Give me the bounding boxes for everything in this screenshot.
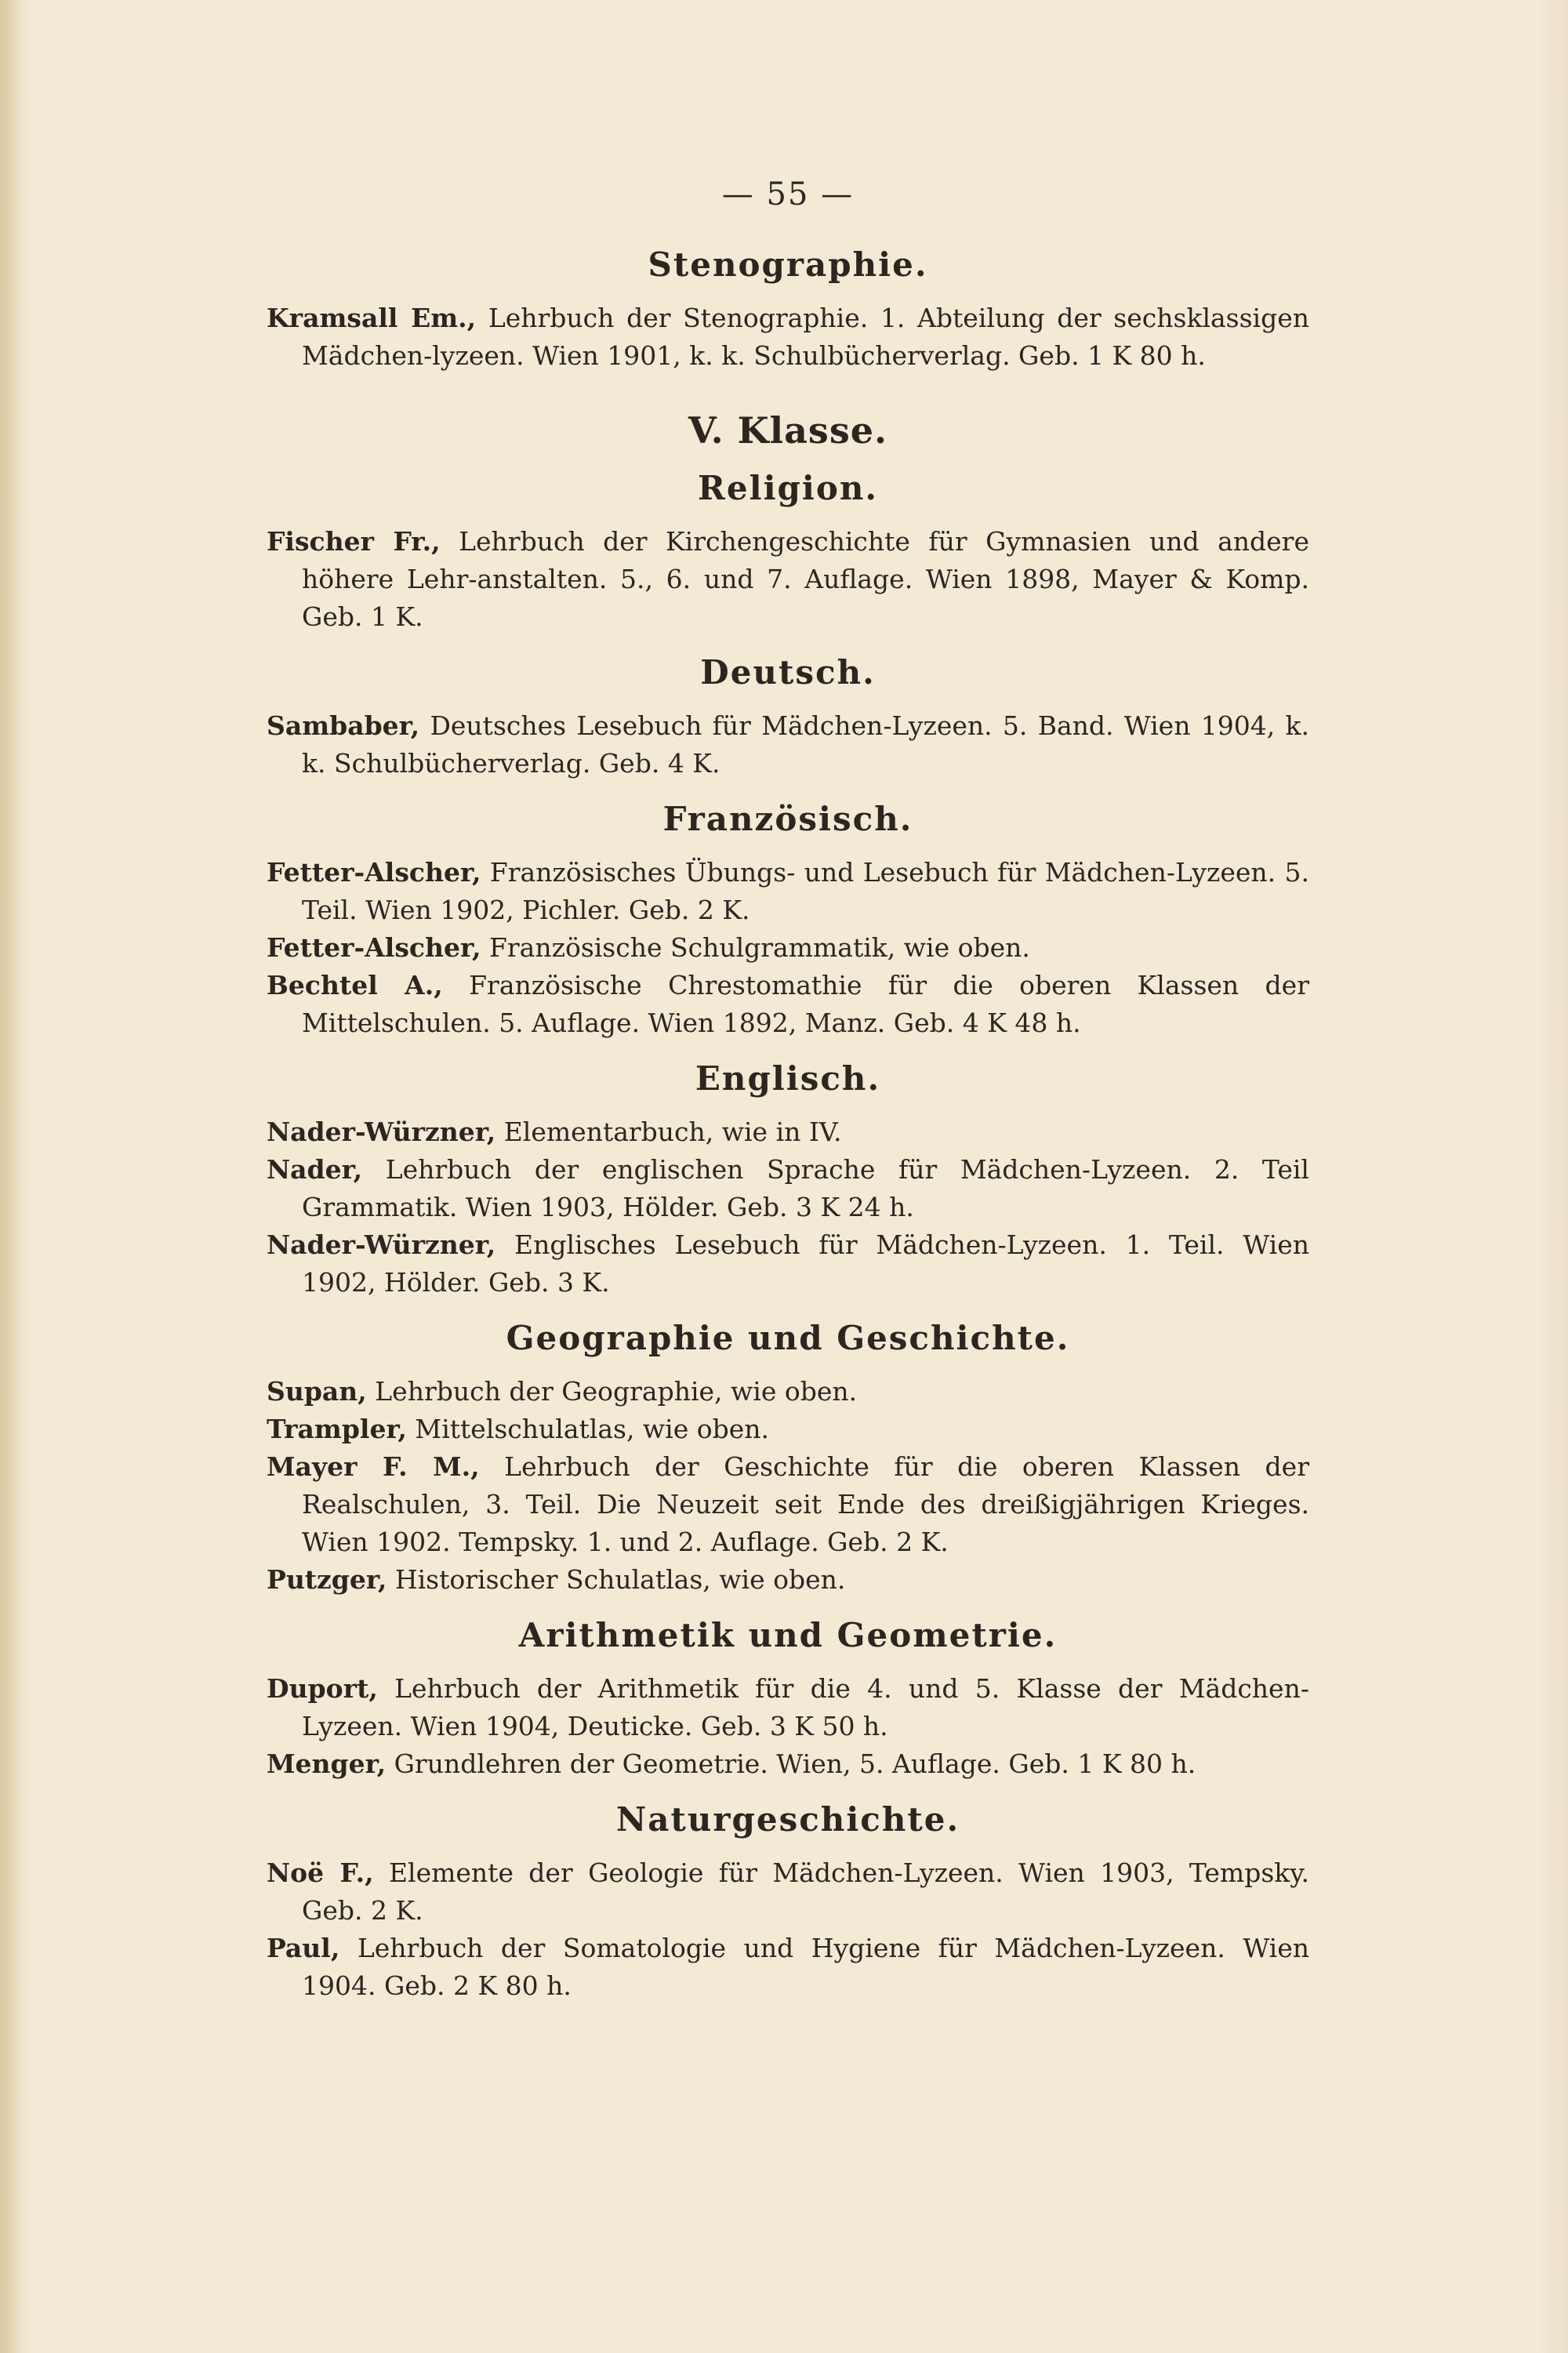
entry-author: Putzger, (267, 1564, 387, 1595)
entry-text: Lehrbuch der Somatologie und Hygiene für Mädchen-Lyzeen. Wien 1904. Geb. 2 K 80 h. (302, 1933, 1309, 2001)
entry-author: Sambaber, (267, 710, 420, 741)
section-heading: Geographie und Geschichte. (506, 1319, 1070, 1357)
entry-author: Nader, (267, 1154, 363, 1185)
section-heading: Stenographie. (648, 245, 928, 284)
book-entry (267, 1373, 1309, 1411)
section-heading: Naturgeschichte. (615, 1800, 960, 1839)
class-heading: V. Klasse. (688, 409, 887, 452)
book-entry (267, 929, 1309, 967)
section-heading: Englisch. (695, 1059, 881, 1098)
entry-text: Französische Chrestomathie für die oberen Klassen der Mittelschulen. 5. Auflage. Wien 1892, Manz. Geb. 4 K 48 h. (302, 970, 1309, 1038)
book-entry (267, 1226, 1309, 1302)
entry-author: Bechtel A., (267, 970, 443, 1000)
entry-text: Französische Schulgrammatik, wie oben. (488, 932, 1030, 963)
book-entry (267, 1930, 1309, 2005)
book-entry (267, 967, 1309, 1042)
book-entry (267, 854, 1309, 929)
entry-author: Nader-Würzner, (267, 1117, 496, 1147)
section-deutsch (267, 653, 1309, 783)
entry-author: Supan, (267, 1376, 367, 1407)
book-entry (267, 707, 1309, 783)
book-entry (267, 1854, 1309, 1930)
page-content (267, 176, 1309, 2016)
section-stenographie (267, 245, 1309, 375)
section-arithmetik-geometrie (267, 1616, 1309, 1783)
page-number: — 55 — (721, 176, 855, 212)
section-naturgeschichte (267, 1800, 1309, 2005)
entry-text: Französisches Übungs- und Lesebuch für Mädchen-Lyzeen. 5. Teil. Wien 1902, Pichler. Geb. 2 K. (302, 857, 1309, 925)
entry-text: Englisches Lesebuch für Mädchen-Lyzeen. 1. Teil. Wien 1902, Hölder. Geb. 3 K. (302, 1229, 1309, 1298)
entry-author: Fetter-Alscher, (267, 932, 481, 963)
entry-text: Lehrbuch der englischen Sprache für Mädchen-Lyzeen. 2. Teil Grammatik. Wien 1903, Hölder. Geb. 3 K 24 h. (302, 1154, 1309, 1222)
entry-author: Fischer Fr., (267, 526, 441, 557)
book-entry (267, 1745, 1309, 1783)
entry-author: Nader-Würzner, (267, 1229, 496, 1260)
entry-text: Lehrbuch der Geschichte für die oberen Klassen der Realschulen, 3. Teil. Die Neuzeit seit Ende des dreißigjährigen Krieges. Wien 1902. Tempsky. 1. und 2. Auflage. Geb. 2 K. (302, 1451, 1309, 1557)
entry-text: Elementarbuch, wie in IV. (503, 1117, 842, 1147)
section-heading: Arithmetik und Geometrie. (518, 1616, 1058, 1654)
entry-author: Noë F., (267, 1857, 374, 1888)
entry-author: Fetter-Alscher, (267, 857, 481, 888)
entry-text: Mittelschulatlas, wie oben. (415, 1414, 770, 1444)
entry-text: Elemente der Geologie für Mädchen-Lyzeen. Wien 1903, Tempsky. Geb. 2 K. (302, 1857, 1310, 1926)
book-entry (267, 1151, 1309, 1226)
entry-author: Duport, (267, 1673, 378, 1704)
section-geographie-geschichte (267, 1319, 1309, 1599)
section-heading: Deutsch. (700, 653, 876, 692)
entry-text: Lehrbuch der Kirchengeschichte für Gymnasien und andere höhere Lehr-anstalten. 5., 6. und 7. Auflage. Wien 1898, Mayer & Komp. Geb. 1 K. (302, 526, 1309, 632)
book-entry (267, 1561, 1309, 1599)
page-fold-shadow (0, 0, 24, 2353)
book-entry (267, 300, 1309, 375)
entry-author: Kramsall Em., (267, 303, 477, 333)
book-entry (267, 523, 1309, 636)
entry-text: Lehrbuch der Geographie, wie oben. (375, 1376, 858, 1407)
entry-author: Paul, (267, 1933, 340, 1963)
entry-text: Historischer Schulatlas, wie oben. (394, 1564, 846, 1595)
entry-author: Trampler, (267, 1414, 407, 1444)
entry-text: Deutsches Lesebuch für Mädchen-Lyzeen. 5. Band. Wien 1904, k. k. Schulbücherverlag. Geb. 4 K. (302, 710, 1309, 779)
entry-author: Menger, (267, 1748, 387, 1779)
section-heading: Religion. (697, 469, 879, 507)
entry-text: Grundlehren der Geometrie. Wien, 5. Auflage. Geb. 1 K 80 h. (394, 1748, 1196, 1779)
section-englisch (267, 1059, 1309, 1302)
entry-author: Mayer F. M., (267, 1451, 480, 1482)
section-religion (267, 469, 1309, 636)
book-entry (267, 1411, 1309, 1448)
entry-text: Lehrbuch der Arithmetik für die 4. und 5. Klasse der Mädchen-Lyzeen. Wien 1904, Deuticke. Geb. 3 K 50 h. (302, 1673, 1309, 1741)
section-franzoesisch (267, 800, 1309, 1042)
book-entry (267, 1670, 1309, 1745)
book-entry (267, 1113, 1309, 1151)
book-entry (267, 1448, 1309, 1561)
entry-text: Lehrbuch der Stenographie. 1. Abteilung der sechsklassigen Mädchen-lyzeen. Wien 1901, k. k. Schulbücherverlag. Geb. 1 K 80 h. (302, 303, 1310, 371)
section-heading: Französisch. (662, 800, 913, 838)
